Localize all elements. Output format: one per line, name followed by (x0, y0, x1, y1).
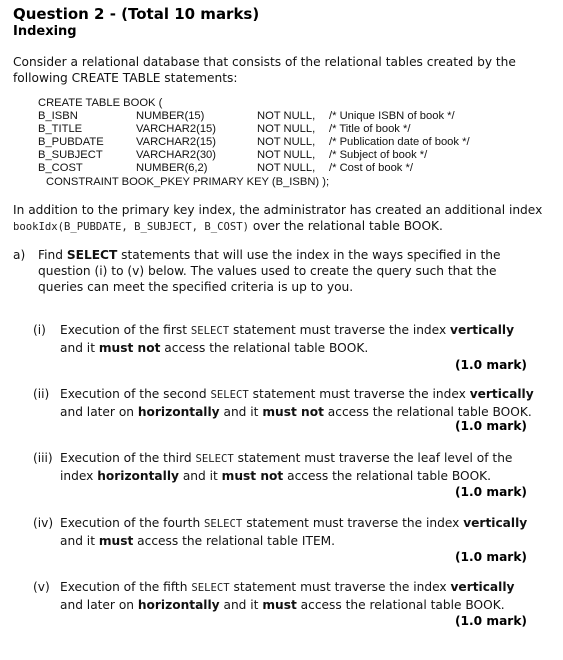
sub-question-text: and later on (60, 405, 138, 419)
sub-question-text: statement must traverse the index (229, 323, 451, 337)
column-name: B_PUBDATE (38, 136, 104, 148)
column-comment: /* Unique ISBN of book */ (329, 110, 455, 122)
sub-question-line-2 (60, 597, 505, 613)
sub-question-line-1 (60, 322, 514, 339)
emphasis-text: must (262, 598, 297, 612)
sub-question-text: statement must traverse the index (242, 516, 464, 530)
sub-question-text: access the relational table BOOK. (296, 598, 505, 612)
part-a-line-1 (38, 247, 500, 263)
emphasis-text: vertically (450, 580, 515, 594)
sub-question-text: access the relational table BOOK. (283, 469, 492, 483)
column-comment: /* Title of book */ (329, 123, 411, 135)
sub-question-number: (i) (33, 323, 46, 337)
select-keyword-code: SELECT (195, 453, 234, 465)
sub-question-text: access the relational table BOOK. (323, 405, 532, 419)
sub-question-line-1 (60, 579, 514, 596)
mark-allocation: (1.0 mark) (454, 419, 527, 433)
sub-question-line-1 (60, 450, 512, 467)
mark-allocation: (1.0 mark) (454, 550, 527, 564)
sub-question-line-2 (60, 340, 368, 356)
sub-question-text: Execution of the third (60, 451, 196, 465)
part-a-select-keyword: SELECT (66, 248, 118, 262)
column-name: B_COST (38, 162, 83, 174)
emphasis-text: vertically (463, 516, 528, 530)
sub-question-number: (iv) (33, 516, 54, 530)
column-comment: /* Subject of book */ (329, 149, 428, 161)
question-title: Question 2 - (Total 10 marks) (13, 5, 260, 23)
sub-question-line-2 (60, 533, 335, 549)
column-type: NUMBER(6,2) (136, 162, 208, 174)
mark-allocation: (1.0 mark) (454, 485, 527, 499)
sub-question-text: and it (219, 405, 263, 419)
select-keyword-code: SELECT (210, 389, 249, 401)
column-type: NUMBER(15) (136, 110, 205, 122)
sub-question-text: index (60, 469, 98, 483)
sub-question-text: Execution of the fourth (60, 516, 205, 530)
sub-question-text: and it (219, 598, 263, 612)
sub-question-text: and it (60, 534, 99, 548)
sub-question-text: statement must traverse the index (248, 387, 470, 401)
emphasis-text: must not (262, 405, 324, 419)
emphasis-text: must not (221, 469, 284, 483)
emphasis-text: horizontally (137, 405, 220, 419)
emphasis-text: must (98, 534, 134, 548)
column-comment: /* Cost of book */ (329, 162, 413, 174)
column-name: B_TITLE (38, 123, 83, 135)
sub-question-text: access the relational table BOOK. (160, 341, 369, 355)
column-name: B_ISBN (38, 110, 78, 122)
sub-question-text: Execution of the fifth (60, 580, 192, 594)
emphasis-text: horizontally (97, 469, 179, 483)
sub-question-text: Execution of the second (60, 387, 211, 401)
index-definition-code: bookIdx(B_PUBDATE, B_SUBJECT, B_COST) (13, 221, 249, 233)
index-para-line-1: In addition to the primary key index, the administrator has created an additional index (13, 203, 543, 217)
column-constraint: NOT NULL, (257, 123, 316, 135)
mark-allocation: (1.0 mark) (454, 614, 527, 628)
sub-question-line-1 (60, 515, 527, 532)
part-a-text: statements that will use the index in the ways specified in the (117, 248, 501, 262)
column-constraint: NOT NULL, (257, 110, 316, 122)
section-title: Indexing (13, 24, 77, 39)
emphasis-text: must not (98, 341, 161, 355)
column-type: VARCHAR2(30) (136, 149, 216, 161)
part-a-line-3: queries can meet the specified criteria is up to you. (38, 280, 354, 294)
emphasis-text: vertically (469, 387, 534, 401)
part-a-text: Find (38, 248, 67, 262)
emphasis-text: vertically (450, 323, 515, 337)
sub-question-number: (ii) (33, 387, 50, 401)
emphasis-text: horizontally (137, 598, 220, 612)
sub-question-line-2 (60, 468, 491, 484)
index-para-line-2 (13, 218, 443, 235)
create-table-header: CREATE TABLE BOOK ( (38, 97, 163, 109)
column-constraint: NOT NULL, (257, 149, 316, 161)
sub-question-text: and it (178, 469, 222, 483)
index-para-rest: over the relational table BOOK. (249, 219, 443, 233)
part-a-line-2: question (i) to (v) below. The values used to create the query such that the (38, 264, 497, 278)
sub-question-text: access the relational table ITEM. (133, 534, 336, 548)
sub-question-line-2 (60, 404, 532, 420)
column-constraint: NOT NULL, (257, 136, 316, 148)
sub-question-line-1 (60, 386, 534, 403)
intro-line-1: Consider a relational database that consists of the relational tables created by the (13, 55, 516, 69)
sub-question-number: (iii) (33, 451, 53, 465)
select-keyword-code: SELECT (190, 325, 230, 337)
part-a-label: a) (13, 248, 26, 262)
column-type: VARCHAR2(15) (136, 123, 216, 135)
column-constraint: NOT NULL, (257, 162, 316, 174)
sub-question-number: (v) (33, 580, 50, 594)
sub-question-text: Execution of the first (60, 323, 191, 337)
create-table-constraint: CONSTRAINT BOOK_PKEY PRIMARY KEY (B_ISBN) ); (46, 176, 330, 188)
sub-question-text: statement must traverse the index (229, 580, 451, 594)
column-name: B_SUBJECT (38, 149, 103, 161)
sub-question-text: and it (60, 341, 99, 355)
intro-line-2: following CREATE TABLE statements: (13, 71, 238, 85)
mark-allocation: (1.0 mark) (454, 358, 527, 372)
column-comment: /* Publication date of book */ (329, 136, 470, 148)
sub-question-text: and later on (60, 598, 138, 612)
sub-question-text: statement must traverse the leaf level of the (233, 451, 513, 465)
select-keyword-code: SELECT (204, 518, 243, 530)
select-keyword-code: SELECT (191, 582, 230, 594)
column-type: VARCHAR2(15) (136, 136, 216, 148)
